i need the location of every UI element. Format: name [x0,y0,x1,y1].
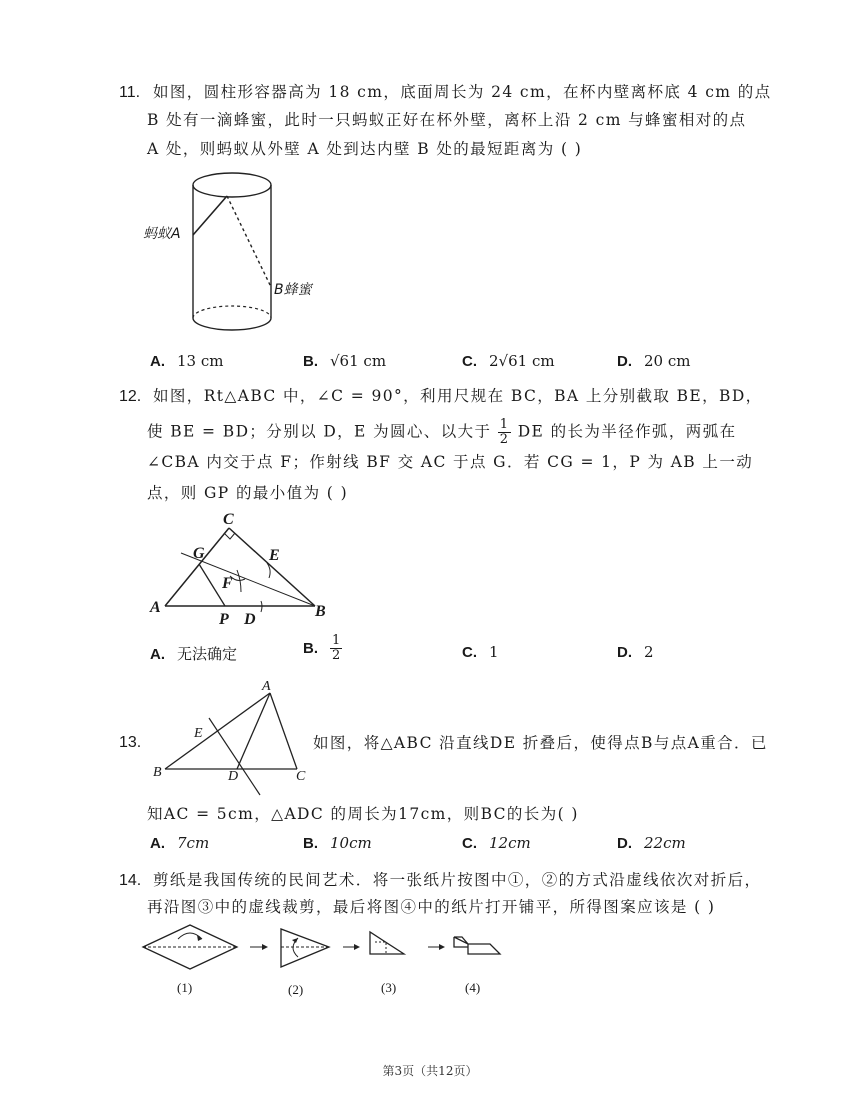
option-text: 22cm [644,834,686,852]
q13-option-b[interactable] [303,834,372,852]
q11-text-line1: 如图，圆柱形容器高为 18 cm，底面周长为 24 cm，在杯内壁离杯底 4 cm 的点 [153,83,772,101]
q12-line2-part1: 使 BE = BD；分别以 D，E 为圆心、以大于 [147,422,492,441]
label-b: B [153,765,162,780]
q11-label-honey: B蜂蜜 [274,282,312,298]
label-e: E [269,547,280,564]
label-f: F [222,575,233,592]
option-text: 12cm [489,834,531,852]
cylinder-bottom-front [193,318,271,330]
q13-option-d[interactable] [617,834,686,852]
q13-text-line2: 知AC = 5cm，△ADC 的周长为17cm，则BC的长为( ) [147,805,579,823]
q14-caption-4: (4) [465,980,481,995]
q11-option-b[interactable] [303,352,386,370]
q12-option-a[interactable] [150,643,237,664]
q14-caption-1: (1) [177,980,193,995]
arrow-3 [428,944,445,950]
option-text: √61 cm [330,352,387,370]
q13-option-c[interactable] [462,834,531,852]
option-text: 2√61 cm [489,352,555,370]
q12-option-d[interactable] [617,643,654,661]
page-footer: 第3页（共12页） [382,1064,478,1078]
q12-option-b[interactable] [303,634,342,663]
q13-option-a[interactable] [150,834,209,852]
option-text: 2 [644,643,654,661]
q12-text-line4: 点，则 GP 的最小值为 ( ) [147,484,349,502]
option-key: D. [617,835,632,852]
label-d: D [244,611,256,628]
arrow-1 [250,944,268,950]
q12-text-line2 [147,418,737,447]
step3-cut-triangle [370,932,404,954]
option-key: A. [150,353,165,370]
arrow-2 [343,944,360,950]
option-text: 13 cm [177,352,224,370]
step2-triangle [281,929,329,967]
option-text: 无法确定 [177,645,238,663]
option-key: D. [617,353,632,370]
q13-triangle-figure [145,678,320,798]
fraction-numerator: 1 [332,633,341,648]
option-key: C. [462,644,477,661]
option-key: B. [303,835,318,852]
q12-number: 12. [119,388,142,405]
q13-text-line1: 如图，将△ABC 沿直线DE 折叠后，使得点B与点A重合．已 [313,734,768,752]
q12-text-line1: 如图，Rt△ABC 中，∠C = 90°，利用尺规在 BC，BA 上分别截取 BE，BD， [153,387,763,405]
q12-fraction [498,418,512,447]
label-d: D [228,769,239,784]
option-text: 1 [489,643,499,661]
fraction-denominator: 2 [332,648,341,663]
step1-diamond [143,925,237,969]
q14-caption-3: (3) [381,980,397,995]
q12-text-line3: ∠CBA 内交于点 F；作射线 BF 交 AC 于点 G．若 CG = 1，P 为 AB 上一动 [147,453,754,471]
side-ac [270,693,297,769]
option-key: A. [150,646,165,663]
q12-line2-part2: DE 的长为半径作弧，两弧在 [517,422,737,441]
q11-option-c[interactable] [462,352,555,370]
fraction-denominator: 2 [499,432,510,447]
option-key: A. [150,835,165,852]
q11-label-ant: 蚂蚁A [143,226,181,242]
side-cb [229,528,315,606]
cylinder-top-ellipse [193,173,271,197]
option-text: 20 cm [644,352,691,370]
option-key: C. [462,353,477,370]
arc-near-f-2 [237,570,241,592]
q12-triangle-figure [145,508,345,628]
q11-option-a[interactable] [150,352,223,370]
label-c: C [296,769,306,784]
fraction-numerator: 1 [499,417,510,432]
right-angle-mark [224,533,235,539]
label-p: P [219,611,229,628]
label-g: G [193,545,205,562]
q12-option-c[interactable] [462,643,499,661]
option-fraction [330,634,342,663]
q13-number: 13. [119,734,142,751]
cylinder-bottom-back [193,306,271,318]
label-a: A [262,679,271,694]
label-e: E [194,726,203,741]
option-text: 10cm [330,834,372,852]
side-ac [165,528,229,606]
step4-cut-shape [454,937,500,954]
q14-caption-2: (2) [288,982,304,997]
option-key: C. [462,835,477,852]
q11-cylinder-figure [135,165,355,345]
ant-path-inner [227,196,271,287]
label-b: B [315,603,326,620]
option-key: B. [303,353,318,370]
option-key: D. [617,644,632,661]
ant-path-outer [193,196,227,235]
option-key: B. [303,639,318,657]
q11-text-line2: B 处有一滴蜂蜜，此时一只蚂蚁正好在杯外壁，离杯上沿 2 cm 与蜂蜜相对的点 [147,111,747,129]
q14-number: 14. [119,872,142,889]
q11-option-d[interactable] [617,352,690,370]
label-c: C [223,511,234,528]
q11-number: 11. [119,84,141,101]
label-a: A [150,599,161,616]
q14-text-line1: 剪纸是我国传统的民间艺术．将一张纸片按图中①，②的方式沿虚线依次对折后， [153,871,762,889]
q14-text-line2: 再沿图③中的虚线裁剪，最后将图④中的纸片打开铺平，所得图案应该是 ( ) [147,898,716,916]
option-text: 7cm [177,834,210,852]
q11-text-line3: A 处，则蚂蚁从外壁 A 处到达内壁 B 处的最短距离为 ( ) [147,140,583,158]
q14-paper-folding-figure [138,922,518,1002]
